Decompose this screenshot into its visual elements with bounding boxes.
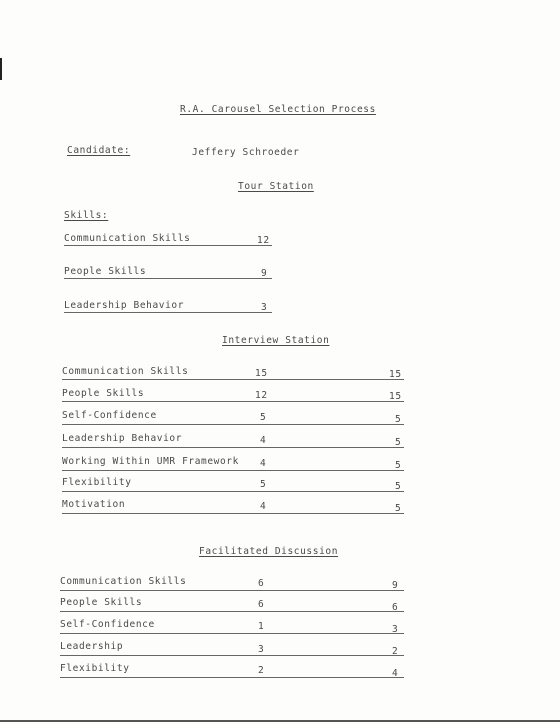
score-line: [62, 513, 404, 514]
skill-label: People Skills: [62, 388, 145, 399]
facilitated-discussion-heading: Facilitated Discussion: [199, 546, 339, 557]
score: 6: [258, 578, 265, 589]
skill-label: Self-Confidence: [60, 619, 155, 630]
skill-label: Leadership Behavior: [64, 300, 185, 311]
score: 4: [260, 458, 267, 469]
interview-station-heading: Interview Station: [222, 335, 330, 346]
max-score: 5: [395, 414, 402, 425]
skill-label: Communication Skills: [62, 366, 189, 377]
score: 12: [257, 235, 270, 246]
max-score: 5: [395, 460, 402, 471]
score-line: [64, 245, 272, 246]
skill-label: Motivation: [62, 499, 126, 510]
skill-label: People Skills: [64, 266, 147, 277]
score: 1: [258, 621, 265, 632]
skill-label: Self-Confidence: [62, 410, 157, 421]
skill-label: Flexibility: [62, 477, 132, 488]
score-line: [60, 633, 404, 634]
page-title: R.A. Carousel Selection Process: [180, 104, 376, 115]
candidate-label: Candidate:: [67, 145, 131, 156]
max-score: 4: [392, 668, 399, 679]
skill-label: Communication Skills: [60, 576, 187, 587]
candidate-name: Jeffery Schroeder: [192, 147, 300, 158]
score-line: [62, 379, 404, 380]
max-score: 2: [392, 646, 399, 657]
max-score: 5: [395, 481, 402, 492]
score-line: [62, 401, 404, 402]
score: 6: [258, 599, 265, 610]
skill-label: Communication Skills: [64, 233, 191, 244]
skills-label: Skills:: [64, 210, 109, 221]
score-line: [62, 424, 404, 425]
skill-label: Working Within UMR Framework: [62, 456, 239, 467]
max-score: 9: [392, 580, 399, 591]
score: 5: [260, 412, 267, 423]
max-score: 15: [389, 369, 402, 380]
skill-label: Flexibility: [60, 663, 130, 674]
score: 2: [258, 665, 265, 676]
max-score: 5: [395, 437, 402, 448]
score-line: [62, 447, 404, 448]
scan-bottom-edge: [0, 720, 560, 722]
score: 9: [261, 268, 268, 279]
max-score: 3: [392, 624, 399, 635]
score: 3: [261, 302, 268, 313]
max-score: 6: [392, 602, 399, 613]
score: 5: [260, 479, 267, 490]
tour-station-heading: Tour Station: [238, 181, 314, 192]
score-line: [60, 611, 404, 612]
score: 4: [260, 501, 267, 512]
score: 4: [260, 435, 267, 446]
scan-edge-mark: [0, 58, 2, 80]
score: 15: [255, 368, 268, 379]
score: 12: [255, 390, 268, 401]
score: 3: [258, 644, 265, 655]
skill-label: Leadership: [60, 641, 124, 652]
max-score: 15: [389, 391, 402, 402]
score-line: [64, 278, 272, 279]
score-line: [60, 655, 404, 656]
score-line: [64, 312, 272, 313]
skill-label: People Skills: [60, 597, 143, 608]
score-line: [62, 470, 404, 471]
score-line: [60, 677, 404, 678]
score-line: [62, 491, 404, 492]
score-line: [60, 590, 404, 591]
max-score: 5: [395, 503, 402, 514]
skill-label: Leadership Behavior: [62, 433, 183, 444]
